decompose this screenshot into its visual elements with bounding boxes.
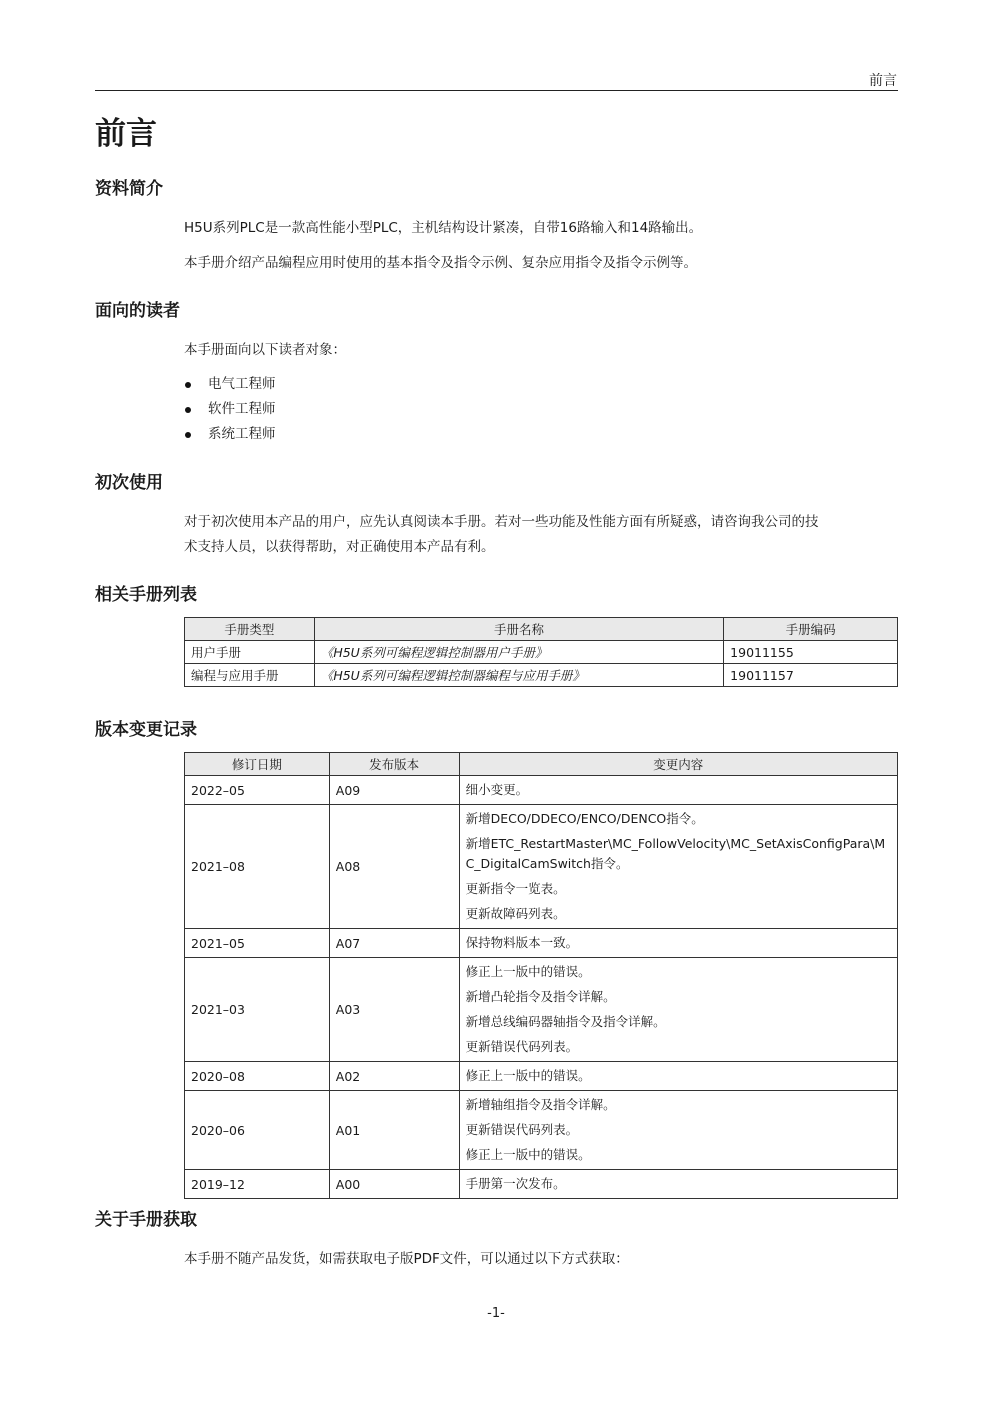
bullet-icon [185,432,191,438]
page-number: -1- [487,1306,505,1321]
bullet-icon [185,407,191,413]
page-title: 前言 [95,116,157,152]
revision-date: 2019–12 [185,1170,330,1199]
column-header: 发布版本 [329,753,459,776]
column-header: 手册编码 [724,618,898,641]
list-item [184,422,276,447]
running-header: 前言 [869,73,897,89]
revision-version: A07 [329,929,459,958]
change-item: 更新指令一览表。 [465,881,566,896]
change-item: 新增ETC_RestartMaster\MC_FollowVelocity\MC_SetAxisConfigPara\MC_DigitalCamSwitch指令。 [465,836,886,871]
column-header: 手册名称 [314,618,723,641]
revision-date: 2021–05 [185,929,330,958]
section-heading-readers: 面向的读者 [95,301,180,321]
change-item: 修正上一版中的错误。 [465,1068,591,1083]
revision-date: 2022–05 [185,776,330,805]
revision-changes [459,1062,897,1091]
list-item-label: 电气工程师 [208,376,276,392]
obtain-paragraph: 本手册不随产品发货，如需获取电子版PDF文件，可以通过以下方式获取： [184,1251,629,1267]
table-row [185,958,898,1062]
header-rule [95,90,898,91]
table-row [185,805,898,929]
related-manuals-table [184,617,898,687]
revision-changes [459,805,897,929]
change-item: 手册第一次发布。 [465,1176,566,1191]
manual-code: 19011157 [724,664,898,687]
revision-version: A08 [329,805,459,929]
list-item [184,397,276,422]
table-header-row [185,753,898,776]
table-row [185,1091,898,1170]
section-heading-related: 相关手册列表 [95,585,197,605]
revision-date: 2020–06 [185,1091,330,1170]
revision-history-table [184,752,898,1199]
revision-changes [459,1170,897,1199]
bullet-icon [185,382,191,388]
manual-name: 《H5U系列可编程逻辑控制器编程与应用手册》 [314,664,723,687]
change-item: 更新错误代码列表。 [465,1122,579,1137]
section-heading-intro: 资料简介 [95,179,163,199]
first-use-line-1: 对于初次使用本产品的用户，应先认真阅读本手册。若对一些功能及性能方面有所疑惑，请咨询我公司的技 [184,514,819,530]
section-heading-revisions: 版本变更记录 [95,720,197,740]
revision-changes [459,929,897,958]
readers-list [184,372,276,447]
revision-changes [459,776,897,805]
table-row [185,776,898,805]
readers-lead: 本手册面向以下读者对象： [184,342,346,358]
manual-name: 《H5U系列可编程逻辑控制器用户手册》 [314,641,723,664]
change-item: 新增轴组指令及指令详解。 [465,1097,616,1112]
revision-changes [459,1091,897,1170]
column-header: 变更内容 [459,753,897,776]
revision-version: A03 [329,958,459,1062]
first-use-line-2: 术支持人员，以获得帮助，对正确使用本产品有利。 [184,539,495,555]
change-item: 更新故障码列表。 [465,906,566,921]
column-header: 手册类型 [185,618,315,641]
section-heading-obtain: 关于手册获取 [95,1210,197,1230]
revision-date: 2021–08 [185,805,330,929]
table-row [185,1170,898,1199]
change-item: 细小变更。 [465,782,529,797]
list-item-label: 软件工程师 [208,401,276,417]
revision-version: A00 [329,1170,459,1199]
list-item [184,372,276,397]
revision-changes [459,958,897,1062]
revision-version: A02 [329,1062,459,1091]
revision-version: A09 [329,776,459,805]
revision-version: A01 [329,1091,459,1170]
table-row [185,1062,898,1091]
manual-type: 用户手册 [185,641,315,664]
revision-date: 2021–03 [185,958,330,1062]
section-heading-first-use: 初次使用 [95,473,163,493]
change-item: 新增凸轮指令及指令详解。 [465,989,616,1004]
change-item: 保持物料版本一致。 [465,935,579,950]
change-item: 新增DECO/DDECO/ENCO/DENCO指令。 [465,811,704,826]
table-row [185,929,898,958]
intro-paragraph-2: 本手册介绍产品编程应用时使用的基本指令及指令示例、复杂应用指令及指令示例等。 [184,255,697,271]
list-item-label: 系统工程师 [208,426,276,442]
manual-code: 19011155 [724,641,898,664]
table-header-row [185,618,898,641]
table-row [185,664,898,687]
change-item: 新增总线编码器轴指令及指令详解。 [465,1014,666,1029]
revision-date: 2020–08 [185,1062,330,1091]
column-header: 修订日期 [185,753,330,776]
table-row [185,641,898,664]
intro-paragraph-1: H5U系列PLC是一款高性能小型PLC，主机结构设计紧凑，自带16路输入和14路输出。 [184,220,703,236]
change-item: 修正上一版中的错误。 [465,964,591,979]
change-item: 更新错误代码列表。 [465,1039,579,1054]
change-item: 修正上一版中的错误。 [465,1147,591,1162]
manual-type: 编程与应用手册 [185,664,315,687]
